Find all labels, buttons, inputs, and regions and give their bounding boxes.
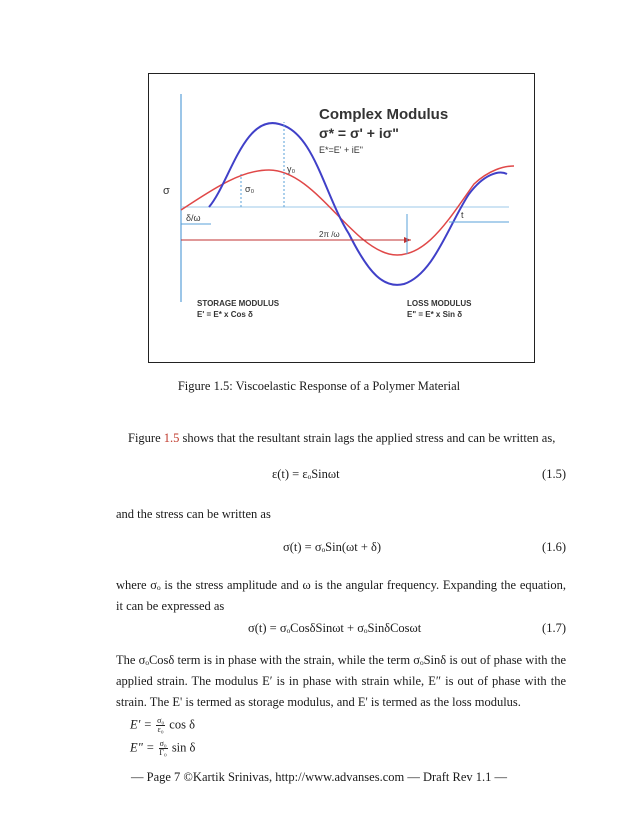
equation-1-6-number: (1.6) [542,540,566,554]
storage-modulus-eq [130,717,195,734]
para1-suffix: shows that the resultant strain lags the applied stress and can be written as, [179,431,556,445]
equation-1-7: σ(t) = σₒCosδSinωt + σₒSinδCosωt [248,621,422,635]
paragraph-2: and the stress can be written as [116,507,271,521]
paragraph-1 [116,428,566,449]
equation-1-6: σ(t) = σₒSin(ωt + δ) [283,540,382,554]
storage-fraction [156,717,165,734]
para1-prefix: Figure [128,431,164,445]
loss-title: LOSS MODULUS [407,299,472,308]
loss-denominator: Γ₀ [159,748,167,757]
loss-numerator: σ₀ [159,739,167,748]
equation-1-7-number: (1.7) [542,621,566,635]
gamma0-label: γ₀ [287,164,296,174]
figure-complex-modulus [148,73,535,363]
loss-formula: E" = E* x Sin δ [407,310,463,319]
equation-1-5: ε(t) = εₒSinωt [272,467,340,481]
storage-formula: E' = E* x Cos δ [197,310,253,319]
figure-caption: Figure 1.5: Viscoelastic Response of a Polymer Material [177,379,461,393]
storage-numerator: σ₀ [157,716,165,725]
loss-fraction [159,740,168,757]
figure-title: Complex Modulus [319,106,449,123]
storage-title: STORAGE MODULUS [197,299,280,308]
figure-diagram [149,74,534,362]
paragraph-3: where σₒ is the stress amplitude and ω is the angular frequency. Expanding the equation, it can be expressed as [116,578,566,613]
storage-lhs: E′ = [130,717,152,732]
period-label: 2π /ω [319,230,340,239]
equation-1-5-number: (1.5) [542,467,566,481]
y-axis-symbol: σ [163,185,170,197]
delta-label: δ/ω [186,213,201,223]
loss-lhs: E" = [130,740,155,755]
strain-curve [181,166,514,255]
paragraph-4: The σₒCosδ term is in phase with the strain, while the term σₒSinδ is out of phase with the applied strain. The modulus E′ is in phase with strain while, E″ is out of phase with the strain. The E' is termed as storage modulus, and E' is termed as the loss modulus. [116,653,566,709]
figure-formula-sub: E*=E' + iE" [319,145,363,155]
storage-rhs: cos δ [169,717,195,732]
storage-denominator: ε₀ [157,725,164,734]
loss-modulus-eq [130,740,195,757]
loss-rhs: sin δ [171,740,196,755]
figure-formula-main: σ* = σ' + iσ" [319,125,399,141]
page-footer: — Page 7 ©Kartik Srinivas, http://www.advanses.com — Draft Rev 1.1 — [131,770,507,784]
sigma0-label: σ₀ [245,184,255,194]
figure-reference-link[interactable]: 1.5 [163,431,180,445]
t-label: t [461,210,464,220]
